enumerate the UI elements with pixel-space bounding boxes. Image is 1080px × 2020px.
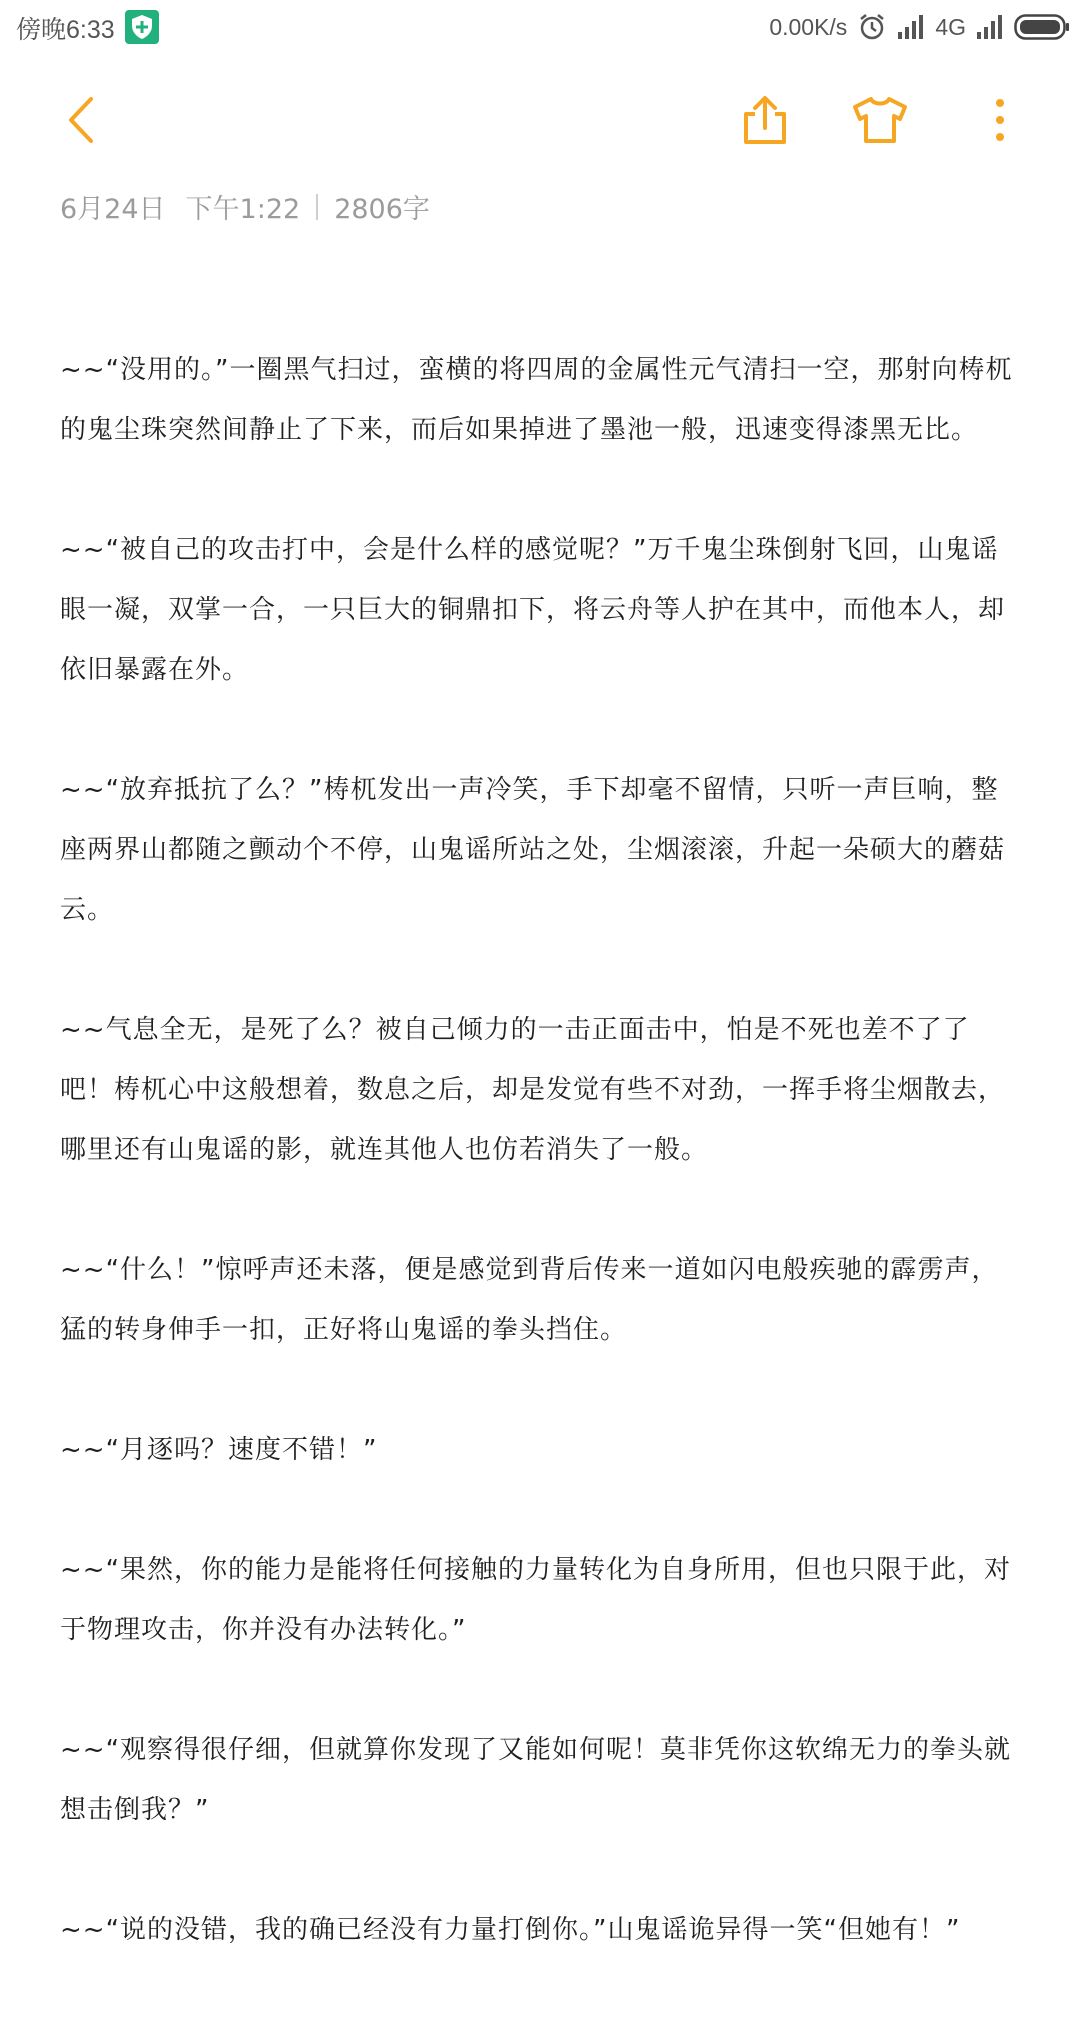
network-speed: 0.00K/s <box>769 13 848 40</box>
share-button[interactable] <box>735 90 795 150</box>
word-count: 2806字 <box>334 194 430 225</box>
paragraph: ~~“观察得很仔细，但就算你发现了又能如何呢！莫非凭你这软绵无力的拳头就想击倒我？” <box>60 1735 1012 1825</box>
paragraph: ~~“没用的。”一圈黑气扫过，蛮横的将四周的金属性元气清扫一空，那射向梼杌的鬼尘珠突然间静止了下来，而后如果掉进了墨池一般，迅速变得漆黑无比。 <box>60 355 1013 445</box>
theme-button[interactable] <box>850 90 910 150</box>
paragraph: ~~“什么！”惊呼声还未落，便是感觉到背后传来一道如闪电般疾驰的霹雳声，猛的转身伸手一扣，正好将山鬼谣的拳头挡住。 <box>60 1255 999 1345</box>
paragraph: ~~“果然，你的能力是能将任何接触的力量转化为自身所用，但也只限于此，对于物理攻击，你并没有办法转化。” <box>60 1555 1012 1645</box>
alarm-icon <box>857 12 887 42</box>
tshirt-theme-icon <box>851 96 909 144</box>
paragraph: ~~气息全无，是死了么？被自己倾力的一击正面击中，怕是不死也差不了了吧！梼杌心中这般想着，数息之后，却是发觉有些不对劲，一挥手将尘烟散去，哪里还有山鬼谣的影，就连其他人也仿若消失了一般。 <box>60 1015 1006 1165</box>
battery-icon <box>1014 14 1070 40</box>
paragraph: ~~“月逐吗？速度不错！” <box>60 1435 378 1465</box>
paragraph: ~~“说的没错，我的确已经没有力量打倒你。”山鬼谣诡异得一笑“但她有！” <box>60 1915 961 1945</box>
back-button[interactable] <box>50 90 110 150</box>
signal-icon <box>897 14 925 40</box>
signal-icon-2 <box>976 14 1004 40</box>
network-type: 4G <box>935 13 966 40</box>
status-time: 傍晚6:33 <box>16 16 115 44</box>
paragraph: ~~“放弃抵抗了么？”梼杌发出一声冷笑，手下却毫不留情，只听一声巨响，整座两界山都随之颤动个不停，山鬼谣所站之处，尘烟滚滚，升起一朵硕大的蘑菇云。 <box>60 775 1006 925</box>
note-body[interactable] <box>60 340 1020 2020</box>
note-date: 6月24日 <box>60 194 166 225</box>
meta-divider <box>316 194 318 220</box>
shield-icon <box>125 10 159 44</box>
note-meta <box>60 187 430 226</box>
more-button[interactable] <box>970 90 1030 150</box>
paragraph: ~~“被自己的攻击打中，会是什么样的感觉呢？”万千鬼尘珠倒射飞回，山鬼谣眼一凝，双掌一合，一只巨大的铜鼎扣下，将云舟等人护在其中，而他本人，却依旧暴露在外。 <box>60 535 1006 685</box>
more-vertical-icon <box>994 98 1006 142</box>
toolbar <box>0 60 1080 180</box>
back-chevron-icon <box>63 95 97 145</box>
status-bar <box>0 0 1080 54</box>
note-time: 下午1:22 <box>185 194 301 225</box>
share-icon <box>740 94 790 146</box>
status-right <box>769 8 1070 46</box>
